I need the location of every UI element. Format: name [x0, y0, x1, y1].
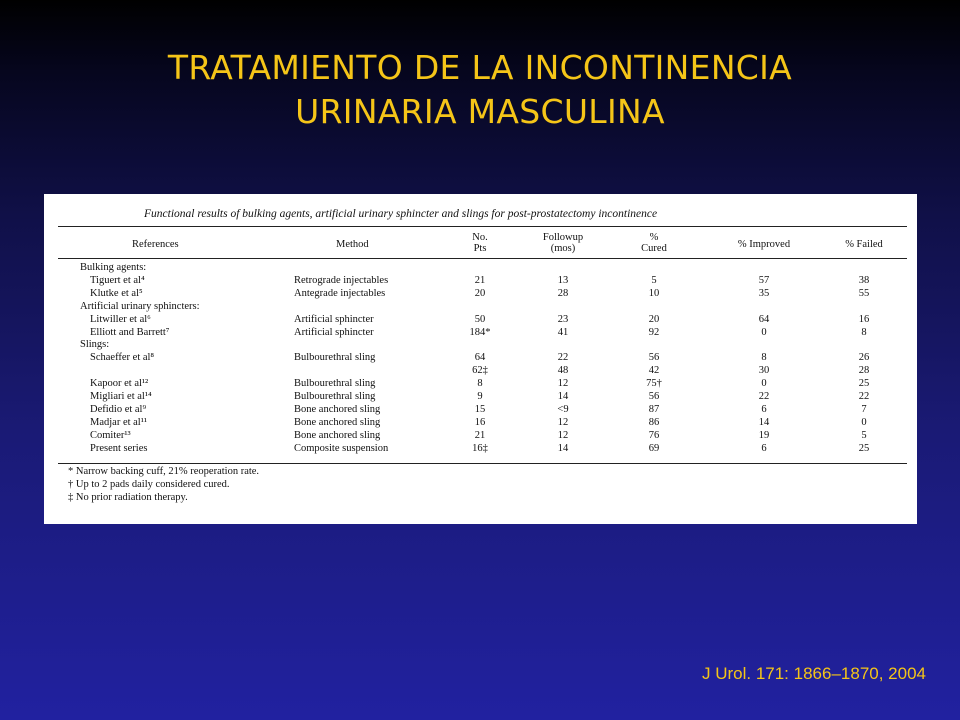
table-cell-pts: 21 [474, 274, 486, 286]
table-cell-followup: 22 [557, 352, 569, 364]
table-bottom-rule [58, 463, 907, 464]
table-cell-method: Bone anchored sling [294, 416, 381, 428]
header-pts-line-2: Pts [473, 243, 487, 254]
table-cell-failed: 7 [861, 403, 867, 415]
table-cell-pts: 16‡ [472, 442, 488, 454]
table-cell-pts: 16 [474, 416, 486, 428]
table-top-rule [58, 226, 907, 227]
header-cured [634, 232, 674, 254]
table-cell-cured: 75† [646, 378, 662, 390]
footnote-dagger: † Up to 2 pads daily considered cured. [68, 479, 230, 490]
table-cell-pts: 62‡ [472, 365, 488, 377]
table-cell-method: Bone anchored sling [294, 403, 381, 415]
header-failed: % Failed [845, 239, 883, 250]
table-cell-failed: 22 [858, 391, 870, 402]
table-cell-failed: 5 [861, 429, 867, 441]
table-cell-pts: 8 [477, 378, 483, 390]
table-cell-pts: 15 [474, 403, 486, 415]
table-cell-pts: 64 [474, 352, 486, 364]
table-cell-method: Bulbourethral sling [294, 378, 376, 390]
table-cell-cured: 76 [648, 429, 660, 441]
table-cell-failed: 25 [858, 442, 870, 454]
table-cell-cured: 69 [648, 442, 660, 454]
results-table-image [44, 194, 917, 524]
table-cell-reference: Litwiller et al⁶ [90, 313, 151, 325]
table-cell-cured: 56 [648, 352, 660, 364]
table-cell-improved: 6 [761, 442, 767, 454]
table-cell-reference: Present series [90, 442, 148, 454]
table-cell-cured: 86 [648, 416, 660, 428]
table-cell-improved: 0 [761, 326, 767, 338]
table-cell-followup: 41 [557, 326, 569, 338]
table-cell-reference: Madjar et al¹¹ [90, 416, 148, 428]
table-caption: Functional results of bulking agents, artificial urinary sphincter and slings for post-prostatectomy incontinence [144, 208, 658, 220]
table-cell-method: Composite suspension [294, 442, 389, 454]
table-cell-method: Antegrade injectables [294, 287, 386, 299]
table-cell-failed: 25 [858, 378, 870, 390]
table-cell-improved: 19 [758, 429, 770, 441]
table-cell-failed: 28 [858, 365, 870, 377]
footnote-asterisk: * Narrow backing cuff, 21% reoperation rate. [68, 466, 260, 477]
header-pts [460, 232, 500, 254]
slide-title-line-2: URINARIA MASCULINA [295, 92, 665, 131]
table-section-heading: Artificial urinary sphincters: [80, 300, 200, 312]
table-cell-improved: 57 [758, 274, 770, 286]
header-cured-line-2: Cured [641, 243, 667, 254]
table-cell-failed: 38 [858, 274, 870, 286]
table-cell-cured: 42 [648, 365, 660, 377]
table-cell-improved: 64 [758, 313, 770, 325]
table-cell-followup: 14 [557, 391, 569, 402]
slide-title [0, 46, 960, 134]
journal-citation: J Urol. 171: 1866–1870, 2004 [701, 664, 926, 683]
table-cell-method: Artificial sphincter [294, 326, 374, 338]
table-cell-reference: Klutke et al⁵ [90, 287, 143, 299]
table-cell-failed: 8 [861, 326, 867, 338]
table-cell-reference: Comiter¹³ [90, 429, 131, 441]
table-cell-cured: 5 [651, 274, 657, 286]
table-cell-method: Artificial sphincter [294, 313, 374, 325]
table-cell-cured: 20 [648, 313, 660, 325]
header-method: Method [336, 239, 369, 250]
table-cell-followup: 13 [557, 274, 569, 286]
header-followup-line-1: Followup [542, 232, 584, 243]
table-cell-cured: 56 [648, 391, 660, 402]
table-cell-reference: Kapoor et al¹² [90, 378, 149, 390]
table-cell-followup: <9 [557, 403, 569, 415]
table-cell-pts: 21 [474, 429, 486, 441]
table-cell-improved: 8 [761, 352, 767, 364]
table-cell-improved: 14 [758, 416, 770, 428]
table-cell-improved: 35 [758, 287, 770, 299]
header-improved: % Improved [737, 239, 791, 250]
table-cell-pts: 20 [474, 287, 486, 299]
table-cell-cured: 92 [648, 326, 660, 338]
slide-title-line-1: TRATAMIENTO DE LA INCONTINENCIA [167, 48, 793, 87]
table-cell-cured: 87 [648, 403, 660, 415]
table-cell-cured: 10 [648, 287, 660, 299]
table-cell-reference: Elliott and Barrett⁷ [90, 326, 170, 338]
table-cell-improved: 0 [761, 378, 767, 390]
table-cell-followup: 12 [557, 416, 569, 428]
table-cell-failed: 26 [858, 352, 870, 364]
table-cell-reference: Tiguert et al⁴ [90, 274, 145, 286]
table-cell-followup: 48 [557, 365, 569, 377]
header-cured-line-1: % [649, 232, 659, 243]
table-section-heading: Bulking agents: [80, 262, 147, 273]
table-cell-failed: 55 [858, 287, 870, 299]
table-cell-reference: Defidio et al⁹ [90, 403, 147, 415]
table-cell-pts: 50 [474, 313, 486, 325]
table-cell-followup: 23 [557, 313, 569, 325]
table-cell-followup: 12 [557, 429, 569, 441]
header-followup [533, 232, 593, 254]
header-pts-line-1: No. [472, 232, 488, 243]
table-cell-method: Bulbourethral sling [294, 391, 376, 402]
footnote-double-dagger: ‡ No prior radiation therapy. [68, 492, 188, 503]
table-cell-followup: 14 [557, 442, 569, 454]
table-cell-pts: 9 [477, 391, 483, 402]
table-cell-followup: 12 [557, 378, 569, 390]
table-cell-improved: 6 [761, 403, 767, 415]
table-cell-pts: 184* [469, 326, 491, 338]
table-cell-reference: Migliari et al¹⁴ [90, 391, 152, 402]
table-cell-reference: Schaeffer et al⁸ [90, 352, 155, 364]
table-cell-failed: 16 [858, 313, 870, 325]
table-section-heading: Slings: [80, 339, 110, 351]
table-cell-followup: 28 [557, 287, 569, 299]
table-cell-failed: 0 [861, 416, 867, 428]
table-cell-improved: 22 [758, 391, 770, 402]
table-header-rule [58, 258, 907, 259]
table-cell-method: Retrograde injectables [294, 274, 389, 286]
table-cell-method: Bulbourethral sling [294, 352, 376, 364]
header-references: References [132, 239, 179, 250]
table-cell-improved: 30 [758, 365, 770, 377]
table-cell-method: Bone anchored sling [294, 429, 381, 441]
header-followup-line-2: (mos) [550, 243, 576, 254]
